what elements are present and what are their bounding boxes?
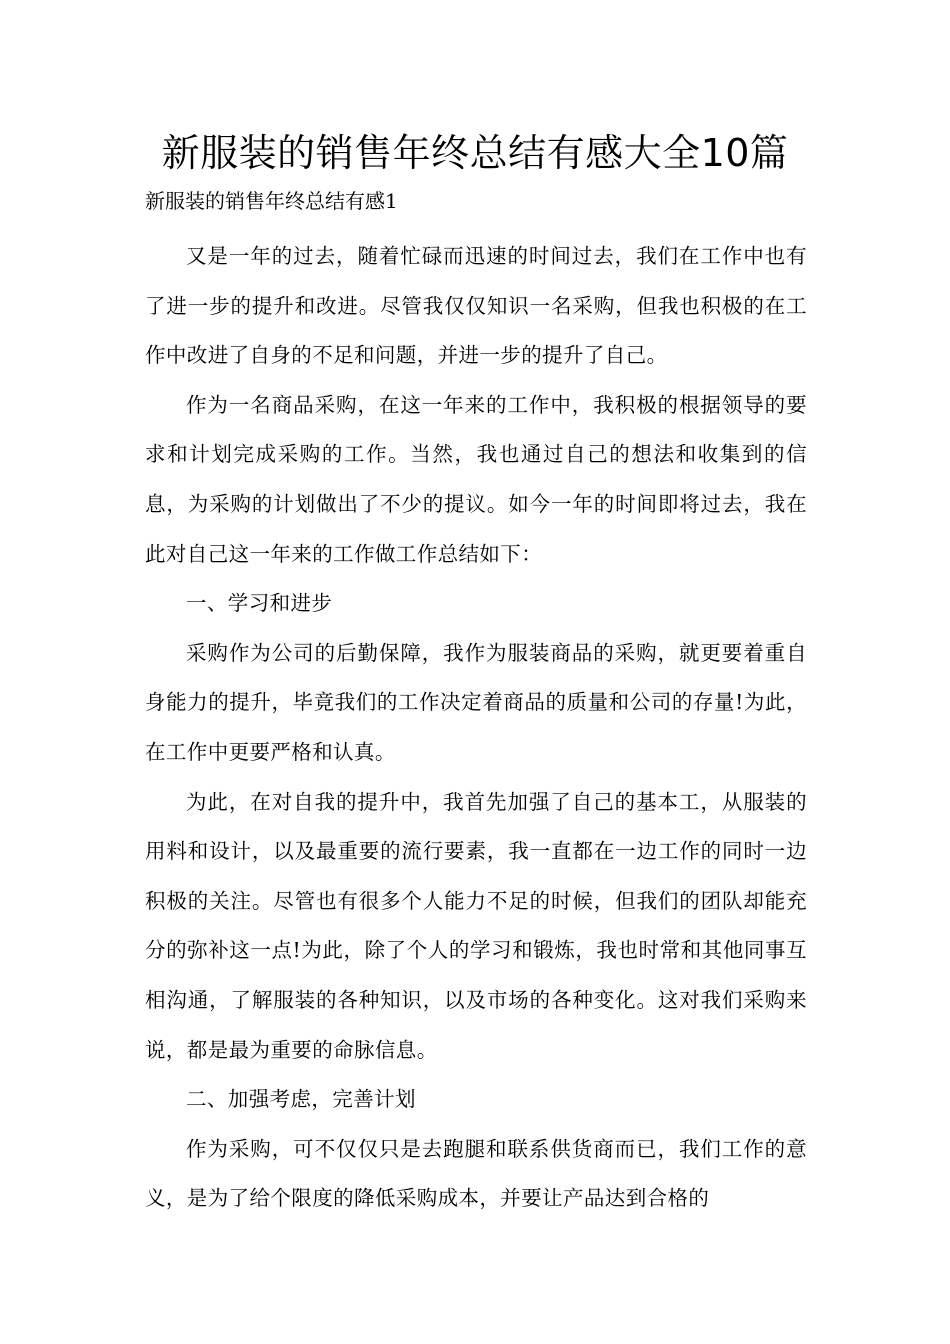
paragraph: 又是一年的过去，随着忙碌而迅速的时间过去，我们在工作中也有了进一步的提升和改进。尽管我仅仅知识一名采购，但我也积极的在工作中改进了自身的不足和问题，并进一步的提升了自己。: [145, 244, 807, 368]
document-title: 新服装的销售年终总结有感大全10篇: [161, 131, 789, 175]
section-heading: 二、加强考虑，完善计划: [186, 1087, 416, 1112]
paragraph: 作为一名商品采购，在这一年来的工作中，我积极的根据领导的要求和计划完成采购的工作。当然，我也通过自己的想法和收集到的信息，为采购的计划做出了不少的提议。如今一年的时间即将过去，我在此对自己这一年来的工作做工作总结如下：: [145, 392, 807, 566]
section-heading: 一、学习和进步: [186, 591, 333, 616]
paragraph: 作为采购，可不仅仅只是去跑腿和联系供货商而已，我们工作的意义，是为了给个限度的降低采购成本，并要让产品达到合格的: [145, 1136, 807, 1211]
document-body: [145, 232, 807, 1224]
paragraph: 采购作为公司的后勤保障，我作为服装商品的采购，就更要着重自身能力的提升，毕竟我们的工作决定着商品的质量和公司的存量!为此，在工作中更要严格和认真。: [145, 640, 807, 764]
paragraph: 为此，在对自我的提升中，我首先加强了自己的基本工，从服装的用料和设计，以及最重要的流行要素，我一直都在一边工作的同时一边积极的关注。尽管也有很多个人能力不足的时候，但我们的团队却能充分的弥补这一点!为此，除了个人的学习和锻炼，我也时常和其他同事互相沟通，了解服装的各种知识，以及市场的各种变化。这对我们采购来说，都是最为重要的命脉信息。: [145, 789, 807, 1062]
document-subtitle: 新服装的销售年终总结有感1: [145, 189, 398, 213]
